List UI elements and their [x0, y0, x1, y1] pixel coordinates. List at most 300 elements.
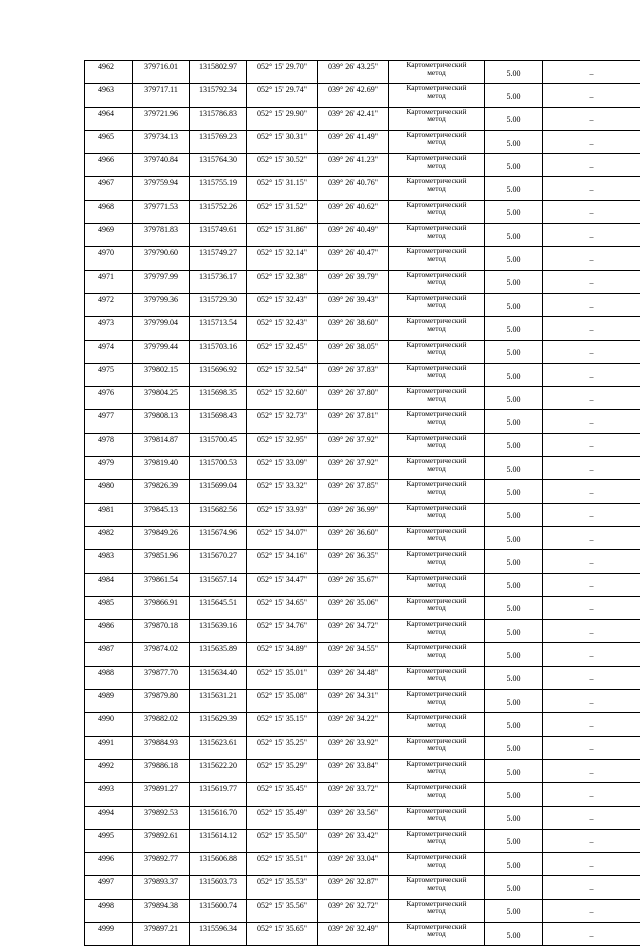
note-cell: –	[543, 107, 640, 130]
method-label-line2: метод	[389, 69, 484, 77]
table-row	[85, 853, 640, 876]
method-cell	[389, 340, 485, 363]
longitude-cell: 039° 26' 37.92"	[318, 433, 389, 456]
latitude-cell: 052° 15' 35.51"	[247, 853, 318, 876]
method-cell	[389, 387, 485, 410]
x-coordinate-cell: 379851.96	[133, 550, 190, 573]
note-cell: –	[543, 526, 640, 549]
method-label-line2: метод	[389, 791, 484, 799]
y-coordinate-cell: 1315635.89	[190, 643, 247, 666]
method-cell	[389, 107, 485, 130]
method-label-line2: метод	[389, 534, 484, 542]
note-cell: –	[543, 84, 640, 107]
y-coordinate-cell: 1315703.16	[190, 340, 247, 363]
coordinates-table	[84, 60, 640, 946]
x-coordinate-cell: 379790.60	[133, 247, 190, 270]
method-label-line2: метод	[389, 208, 484, 216]
longitude-cell: 039° 26' 36.99"	[318, 503, 389, 526]
point-number-cell: 4997	[85, 876, 133, 899]
note-cell: –	[543, 61, 640, 84]
x-coordinate-cell: 379845.13	[133, 503, 190, 526]
point-number-cell: 4986	[85, 620, 133, 643]
table-row	[85, 573, 640, 596]
table-row	[85, 410, 640, 433]
method-cell	[389, 829, 485, 852]
x-coordinate-cell: 379892.77	[133, 853, 190, 876]
method-label-line2: метод	[389, 162, 484, 170]
method-label-line1: Картометрический	[389, 713, 484, 721]
note-cell: –	[543, 573, 640, 596]
point-number-cell: 4979	[85, 457, 133, 480]
point-number-cell: 4970	[85, 247, 133, 270]
x-coordinate-cell: 379897.21	[133, 922, 190, 945]
longitude-cell: 039° 26' 39.43"	[318, 293, 389, 316]
point-number-cell: 4984	[85, 573, 133, 596]
y-coordinate-cell: 1315639.16	[190, 620, 247, 643]
method-cell	[389, 177, 485, 200]
accuracy-cell: 5.00	[485, 200, 543, 223]
method-label-line1: Картометрический	[389, 900, 484, 908]
latitude-cell: 052° 15' 35.25"	[247, 736, 318, 759]
method-cell	[389, 922, 485, 945]
latitude-cell: 052° 15' 35.45"	[247, 783, 318, 806]
note-cell: –	[543, 643, 640, 666]
y-coordinate-cell: 1315674.96	[190, 526, 247, 549]
method-label-line2: метод	[389, 884, 484, 892]
point-number-cell: 4963	[85, 84, 133, 107]
method-cell	[389, 806, 485, 829]
note-cell: –	[543, 759, 640, 782]
point-number-cell: 4973	[85, 317, 133, 340]
table-row	[85, 61, 640, 84]
latitude-cell: 052° 15' 32.43"	[247, 317, 318, 340]
latitude-cell: 052° 15' 30.52"	[247, 154, 318, 177]
y-coordinate-cell: 1315736.17	[190, 270, 247, 293]
latitude-cell: 052° 15' 35.50"	[247, 829, 318, 852]
longitude-cell: 039° 26' 42.69"	[318, 84, 389, 107]
longitude-cell: 039° 26' 39.79"	[318, 270, 389, 293]
y-coordinate-cell: 1315713.54	[190, 317, 247, 340]
method-label-line2: метод	[389, 92, 484, 100]
note-cell: –	[543, 806, 640, 829]
latitude-cell: 052° 15' 35.56"	[247, 899, 318, 922]
method-label-line2: метод	[389, 348, 484, 356]
point-number-cell: 4994	[85, 806, 133, 829]
y-coordinate-cell: 1315792.34	[190, 84, 247, 107]
point-number-cell: 4998	[85, 899, 133, 922]
y-coordinate-cell: 1315698.35	[190, 387, 247, 410]
method-cell	[389, 783, 485, 806]
table-row	[85, 899, 640, 922]
note-cell: –	[543, 433, 640, 456]
method-label-line2: метод	[389, 395, 484, 403]
x-coordinate-cell: 379781.83	[133, 224, 190, 247]
method-cell	[389, 526, 485, 549]
table-row	[85, 829, 640, 852]
y-coordinate-cell: 1315696.92	[190, 363, 247, 386]
note-cell: –	[543, 922, 640, 945]
table-row	[85, 550, 640, 573]
x-coordinate-cell: 379882.02	[133, 713, 190, 736]
longitude-cell: 039° 26' 40.49"	[318, 224, 389, 247]
table-row	[85, 457, 640, 480]
note-cell: –	[543, 317, 640, 340]
accuracy-cell: 5.00	[485, 340, 543, 363]
x-coordinate-cell: 379894.38	[133, 899, 190, 922]
point-number-cell: 4975	[85, 363, 133, 386]
point-number-cell: 4991	[85, 736, 133, 759]
note-cell: –	[543, 620, 640, 643]
latitude-cell: 052° 15' 31.52"	[247, 200, 318, 223]
method-label-line1: Картометрический	[389, 224, 484, 232]
method-label-line1: Картометрический	[389, 387, 484, 395]
y-coordinate-cell: 1315769.23	[190, 130, 247, 153]
y-coordinate-cell: 1315749.27	[190, 247, 247, 270]
latitude-cell: 052° 15' 31.15"	[247, 177, 318, 200]
table-row	[85, 480, 640, 503]
latitude-cell: 052° 15' 35.29"	[247, 759, 318, 782]
method-cell	[389, 690, 485, 713]
longitude-cell: 039° 26' 40.76"	[318, 177, 389, 200]
method-label-line2: метод	[389, 441, 484, 449]
method-label-line1: Картометрический	[389, 923, 484, 931]
method-cell	[389, 84, 485, 107]
method-label-line1: Картометрический	[389, 317, 484, 325]
accuracy-cell: 5.00	[485, 876, 543, 899]
method-cell	[389, 503, 485, 526]
note-cell: –	[543, 876, 640, 899]
y-coordinate-cell: 1315603.73	[190, 876, 247, 899]
note-cell: –	[543, 130, 640, 153]
longitude-cell: 039° 26' 35.67"	[318, 573, 389, 596]
method-label-line1: Картометрический	[389, 247, 484, 255]
method-label-line2: метод	[389, 115, 484, 123]
x-coordinate-cell: 379804.25	[133, 387, 190, 410]
latitude-cell: 052° 15' 29.74"	[247, 84, 318, 107]
y-coordinate-cell: 1315616.70	[190, 806, 247, 829]
method-cell	[389, 200, 485, 223]
accuracy-cell: 5.00	[485, 433, 543, 456]
x-coordinate-cell: 379892.53	[133, 806, 190, 829]
y-coordinate-cell: 1315629.39	[190, 713, 247, 736]
accuracy-cell: 5.00	[485, 573, 543, 596]
point-number-cell: 4968	[85, 200, 133, 223]
x-coordinate-cell: 379814.87	[133, 433, 190, 456]
accuracy-cell: 5.00	[485, 84, 543, 107]
accuracy-cell: 5.00	[485, 550, 543, 573]
method-label-line1: Картометрический	[389, 131, 484, 139]
y-coordinate-cell: 1315631.21	[190, 690, 247, 713]
latitude-cell: 052° 15' 35.65"	[247, 922, 318, 945]
longitude-cell: 039° 26' 32.72"	[318, 899, 389, 922]
x-coordinate-cell: 379870.18	[133, 620, 190, 643]
x-coordinate-cell: 379799.04	[133, 317, 190, 340]
method-label-line1: Картометрический	[389, 154, 484, 162]
x-coordinate-cell: 379877.70	[133, 666, 190, 689]
latitude-cell: 052° 15' 34.89"	[247, 643, 318, 666]
longitude-cell: 039° 26' 37.81"	[318, 410, 389, 433]
note-cell: –	[543, 596, 640, 619]
table-row	[85, 503, 640, 526]
method-label-line1: Картометрический	[389, 271, 484, 279]
method-label-line2: метод	[389, 721, 484, 729]
method-label-line2: метод	[389, 301, 484, 309]
note-cell: –	[543, 690, 640, 713]
note-cell: –	[543, 154, 640, 177]
table-row	[85, 363, 640, 386]
accuracy-cell: 5.00	[485, 317, 543, 340]
method-label-line2: метод	[389, 558, 484, 566]
point-number-cell: 4978	[85, 433, 133, 456]
accuracy-cell: 5.00	[485, 899, 543, 922]
accuracy-cell: 5.00	[485, 247, 543, 270]
latitude-cell: 052° 15' 32.95"	[247, 433, 318, 456]
table-row	[85, 666, 640, 689]
latitude-cell: 052° 15' 32.38"	[247, 270, 318, 293]
method-cell	[389, 457, 485, 480]
y-coordinate-cell: 1315657.14	[190, 573, 247, 596]
longitude-cell: 039° 26' 37.92"	[318, 457, 389, 480]
method-label-line2: метод	[389, 674, 484, 682]
y-coordinate-cell: 1315596.34	[190, 922, 247, 945]
table-row	[85, 690, 640, 713]
point-number-cell: 4962	[85, 61, 133, 84]
accuracy-cell: 5.00	[485, 224, 543, 247]
method-cell	[389, 247, 485, 270]
method-cell	[389, 759, 485, 782]
point-number-cell: 4972	[85, 293, 133, 316]
x-coordinate-cell: 379874.02	[133, 643, 190, 666]
table-row	[85, 759, 640, 782]
method-label-line2: метод	[389, 371, 484, 379]
y-coordinate-cell: 1315622.20	[190, 759, 247, 782]
accuracy-cell: 5.00	[485, 713, 543, 736]
longitude-cell: 039° 26' 35.06"	[318, 596, 389, 619]
table-row	[85, 130, 640, 153]
accuracy-cell: 5.00	[485, 270, 543, 293]
note-cell: –	[543, 829, 640, 852]
x-coordinate-cell: 379879.80	[133, 690, 190, 713]
y-coordinate-cell: 1315700.53	[190, 457, 247, 480]
y-coordinate-cell: 1315614.12	[190, 829, 247, 852]
point-number-cell: 4967	[85, 177, 133, 200]
accuracy-cell: 5.00	[485, 410, 543, 433]
y-coordinate-cell: 1315699.04	[190, 480, 247, 503]
latitude-cell: 052° 15' 31.86"	[247, 224, 318, 247]
note-cell: –	[543, 503, 640, 526]
longitude-cell: 039° 26' 33.42"	[318, 829, 389, 852]
method-label-line1: Картометрический	[389, 364, 484, 372]
y-coordinate-cell: 1315600.74	[190, 899, 247, 922]
note-cell: –	[543, 853, 640, 876]
y-coordinate-cell: 1315645.51	[190, 596, 247, 619]
accuracy-cell: 5.00	[485, 526, 543, 549]
longitude-cell: 039° 26' 36.35"	[318, 550, 389, 573]
longitude-cell: 039° 26' 33.84"	[318, 759, 389, 782]
accuracy-cell: 5.00	[485, 829, 543, 852]
method-label-line1: Картометрический	[389, 737, 484, 745]
latitude-cell: 052° 15' 34.65"	[247, 596, 318, 619]
latitude-cell: 052° 15' 35.15"	[247, 713, 318, 736]
x-coordinate-cell: 379886.18	[133, 759, 190, 782]
method-label-line2: метод	[389, 744, 484, 752]
method-label-line2: метод	[389, 837, 484, 845]
method-label-line1: Картометрический	[389, 108, 484, 116]
x-coordinate-cell: 379771.53	[133, 200, 190, 223]
longitude-cell: 039° 26' 33.92"	[318, 736, 389, 759]
table-row	[85, 340, 640, 363]
note-cell: –	[543, 224, 640, 247]
method-label-line2: метод	[389, 814, 484, 822]
point-number-cell: 4993	[85, 783, 133, 806]
method-label-line1: Картометрический	[389, 177, 484, 185]
note-cell: –	[543, 200, 640, 223]
method-label-line1: Картометрический	[389, 807, 484, 815]
table-row	[85, 293, 640, 316]
method-label-line2: метод	[389, 418, 484, 426]
method-label-line1: Картометрический	[389, 457, 484, 465]
method-label-line1: Картометрический	[389, 61, 484, 69]
method-cell	[389, 224, 485, 247]
table-row	[85, 643, 640, 666]
method-label-line2: метод	[389, 767, 484, 775]
point-number-cell: 4966	[85, 154, 133, 177]
table-row	[85, 526, 640, 549]
method-label-line2: метод	[389, 511, 484, 519]
table-row	[85, 876, 640, 899]
note-cell: –	[543, 247, 640, 270]
table-row	[85, 736, 640, 759]
method-cell	[389, 130, 485, 153]
table-row	[85, 387, 640, 410]
x-coordinate-cell: 379893.37	[133, 876, 190, 899]
method-label-line1: Картометрический	[389, 783, 484, 791]
longitude-cell: 039° 26' 33.72"	[318, 783, 389, 806]
longitude-cell: 039° 26' 34.22"	[318, 713, 389, 736]
method-label-line1: Картометрический	[389, 643, 484, 651]
method-label-line2: метод	[389, 651, 484, 659]
y-coordinate-cell: 1315752.26	[190, 200, 247, 223]
x-coordinate-cell: 379740.84	[133, 154, 190, 177]
method-label-line1: Картометрический	[389, 527, 484, 535]
x-coordinate-cell: 379892.61	[133, 829, 190, 852]
method-label-line2: метод	[389, 232, 484, 240]
latitude-cell: 052° 15' 34.07"	[247, 526, 318, 549]
latitude-cell: 052° 15' 32.45"	[247, 340, 318, 363]
accuracy-cell: 5.00	[485, 690, 543, 713]
x-coordinate-cell: 379716.01	[133, 61, 190, 84]
note-cell: –	[543, 457, 640, 480]
table-row	[85, 84, 640, 107]
point-number-cell: 4989	[85, 690, 133, 713]
method-cell	[389, 596, 485, 619]
accuracy-cell: 5.00	[485, 806, 543, 829]
x-coordinate-cell: 379826.39	[133, 480, 190, 503]
note-cell: –	[543, 666, 640, 689]
method-label-line1: Картометрический	[389, 434, 484, 442]
note-cell: –	[543, 363, 640, 386]
accuracy-cell: 5.00	[485, 736, 543, 759]
y-coordinate-cell: 1315729.30	[190, 293, 247, 316]
method-cell	[389, 550, 485, 573]
x-coordinate-cell: 379797.99	[133, 270, 190, 293]
latitude-cell: 052° 15' 35.01"	[247, 666, 318, 689]
point-number-cell: 4980	[85, 480, 133, 503]
method-label-line1: Картометрический	[389, 410, 484, 418]
method-label-line2: метод	[389, 628, 484, 636]
note-cell: –	[543, 713, 640, 736]
accuracy-cell: 5.00	[485, 853, 543, 876]
point-number-cell: 4976	[85, 387, 133, 410]
note-cell: –	[543, 899, 640, 922]
point-number-cell: 4992	[85, 759, 133, 782]
point-number-cell: 4996	[85, 853, 133, 876]
table-row	[85, 620, 640, 643]
accuracy-cell: 5.00	[485, 154, 543, 177]
latitude-cell: 052° 15' 32.60"	[247, 387, 318, 410]
point-number-cell: 4988	[85, 666, 133, 689]
note-cell: –	[543, 270, 640, 293]
y-coordinate-cell: 1315755.19	[190, 177, 247, 200]
method-cell	[389, 736, 485, 759]
method-label-line2: метод	[389, 581, 484, 589]
y-coordinate-cell: 1315606.88	[190, 853, 247, 876]
method-cell	[389, 433, 485, 456]
table-row	[85, 806, 640, 829]
method-cell	[389, 363, 485, 386]
point-number-cell: 4971	[85, 270, 133, 293]
latitude-cell: 052° 15' 35.53"	[247, 876, 318, 899]
latitude-cell: 052° 15' 32.14"	[247, 247, 318, 270]
latitude-cell: 052° 15' 34.16"	[247, 550, 318, 573]
latitude-cell: 052° 15' 34.47"	[247, 573, 318, 596]
method-label-line1: Картометрический	[389, 830, 484, 838]
y-coordinate-cell: 1315698.43	[190, 410, 247, 433]
y-coordinate-cell: 1315764.30	[190, 154, 247, 177]
y-coordinate-cell: 1315700.45	[190, 433, 247, 456]
accuracy-cell: 5.00	[485, 783, 543, 806]
method-label-line1: Картометрический	[389, 667, 484, 675]
method-label-line1: Картометрический	[389, 294, 484, 302]
point-number-cell: 4983	[85, 550, 133, 573]
latitude-cell: 052° 15' 32.54"	[247, 363, 318, 386]
method-label-line2: метод	[389, 278, 484, 286]
point-number-cell: 4969	[85, 224, 133, 247]
note-cell: –	[543, 736, 640, 759]
accuracy-cell: 5.00	[485, 61, 543, 84]
point-number-cell: 4982	[85, 526, 133, 549]
method-label-line2: метод	[389, 604, 484, 612]
method-cell	[389, 620, 485, 643]
table-row	[85, 783, 640, 806]
point-number-cell: 4995	[85, 829, 133, 852]
latitude-cell: 052° 15' 32.43"	[247, 293, 318, 316]
y-coordinate-cell: 1315786.83	[190, 107, 247, 130]
method-label-line1: Картометрический	[389, 84, 484, 92]
accuracy-cell: 5.00	[485, 922, 543, 945]
latitude-cell: 052° 15' 35.49"	[247, 806, 318, 829]
method-label-line2: метод	[389, 488, 484, 496]
table-row	[85, 177, 640, 200]
longitude-cell: 039° 26' 40.47"	[318, 247, 389, 270]
method-cell	[389, 317, 485, 340]
y-coordinate-cell: 1315619.77	[190, 783, 247, 806]
y-coordinate-cell: 1315670.27	[190, 550, 247, 573]
accuracy-cell: 5.00	[485, 387, 543, 410]
x-coordinate-cell: 379759.94	[133, 177, 190, 200]
method-label-line1: Картометрический	[389, 574, 484, 582]
method-label-line1: Картометрический	[389, 201, 484, 209]
